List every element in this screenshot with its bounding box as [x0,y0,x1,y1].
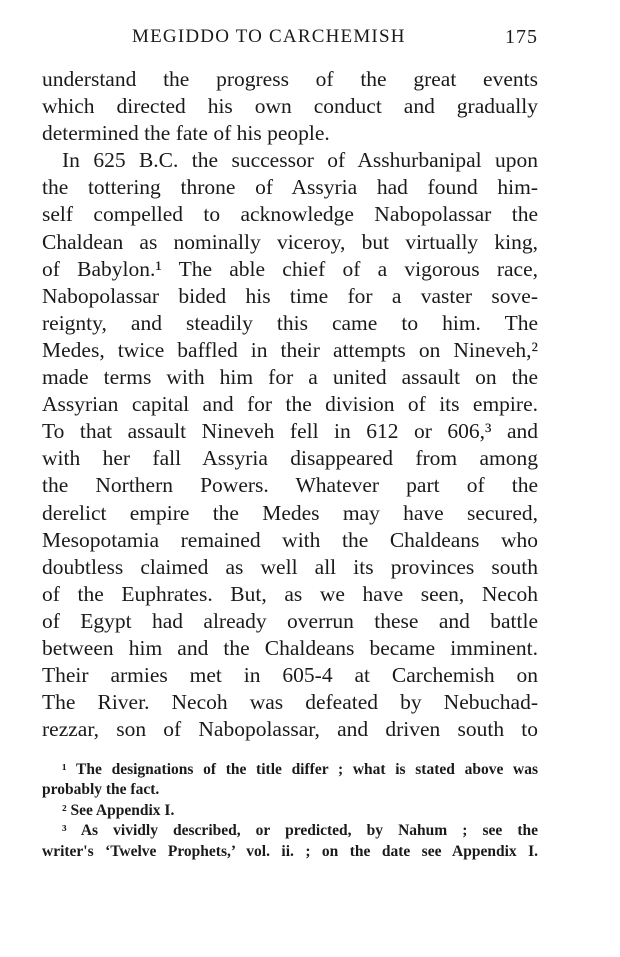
body-line: reignty, and steadily this came to him. The [42,310,538,335]
page-number: 175 [505,26,538,48]
footnote-line: probably the fact. [42,781,160,799]
page-header [42,26,538,52]
body-line: Chaldean as nominally viceroy, but virtually king, [42,229,538,254]
body-line: of Egypt had already overrun these and battle [42,608,538,633]
body-line: Their armies met in 605-4 at Carchemish on [42,663,538,688]
body-line: rezzar, son of Nabopolassar, and driven south to [42,717,538,742]
footnotes [42,760,538,862]
body-line: with her fall Assyria disappeared from among [42,446,538,471]
body-line: made terms with him for a united assault on the [42,365,538,390]
body-line: doubtless claimed as well all its provinces south [42,554,538,579]
footnote-line: ³ As vividly described, or predicted, by Nahum ; see the [62,822,538,840]
body-line: self compelled to acknowledge Nabopolassar the [42,202,538,227]
body-line: the Northern Powers. Whatever part of the [42,473,538,498]
body-line: understand the progress of the great events [42,67,538,91]
body-line: To that assault Nineveh fell in 612 or 606,³ and [42,419,538,444]
body-line: of the Euphrates. But, as we have seen, Necoh [42,581,538,606]
body-text [42,66,538,743]
body-line: In 625 B.C. the successor of Asshurbanipal upon [62,148,538,173]
body-line: of Babylon.¹ The able chief of a vigorous race, [42,256,538,281]
running-head: MEGIDDO TO CARCHEMISH [132,26,406,47]
body-line: derelict empire the Medes may have secured, [42,500,538,525]
footnote-line: ² See Appendix I. [62,801,175,819]
body-line: Medes, twice baffled in their attempts on Nineveh,² [42,337,538,362]
body-line: the tottering throne of Assyria had found him- [42,175,538,200]
body-line: which directed his own conduct and gradually [42,94,538,119]
body-line: between him and the Chaldeans became imminent. [42,635,538,660]
body-line: Nabopolassar bided his time for a vaster sove- [42,283,538,308]
body-line: determined the fate of his people. [42,121,330,146]
body-line: Mesopotamia remained with the Chaldeans who [42,527,538,552]
footnote-line: ¹ The designations of the title differ ; what is stated above was [62,761,538,778]
body-line: Assyrian capital and for the division of its empire. [42,392,538,417]
footnote-line: writer's ‘Twelve Prophets,’ vol. ii. ; on the date see Appendix I. [42,842,538,860]
body-line: The River. Necoh was defeated by Nebuchad- [42,690,538,715]
